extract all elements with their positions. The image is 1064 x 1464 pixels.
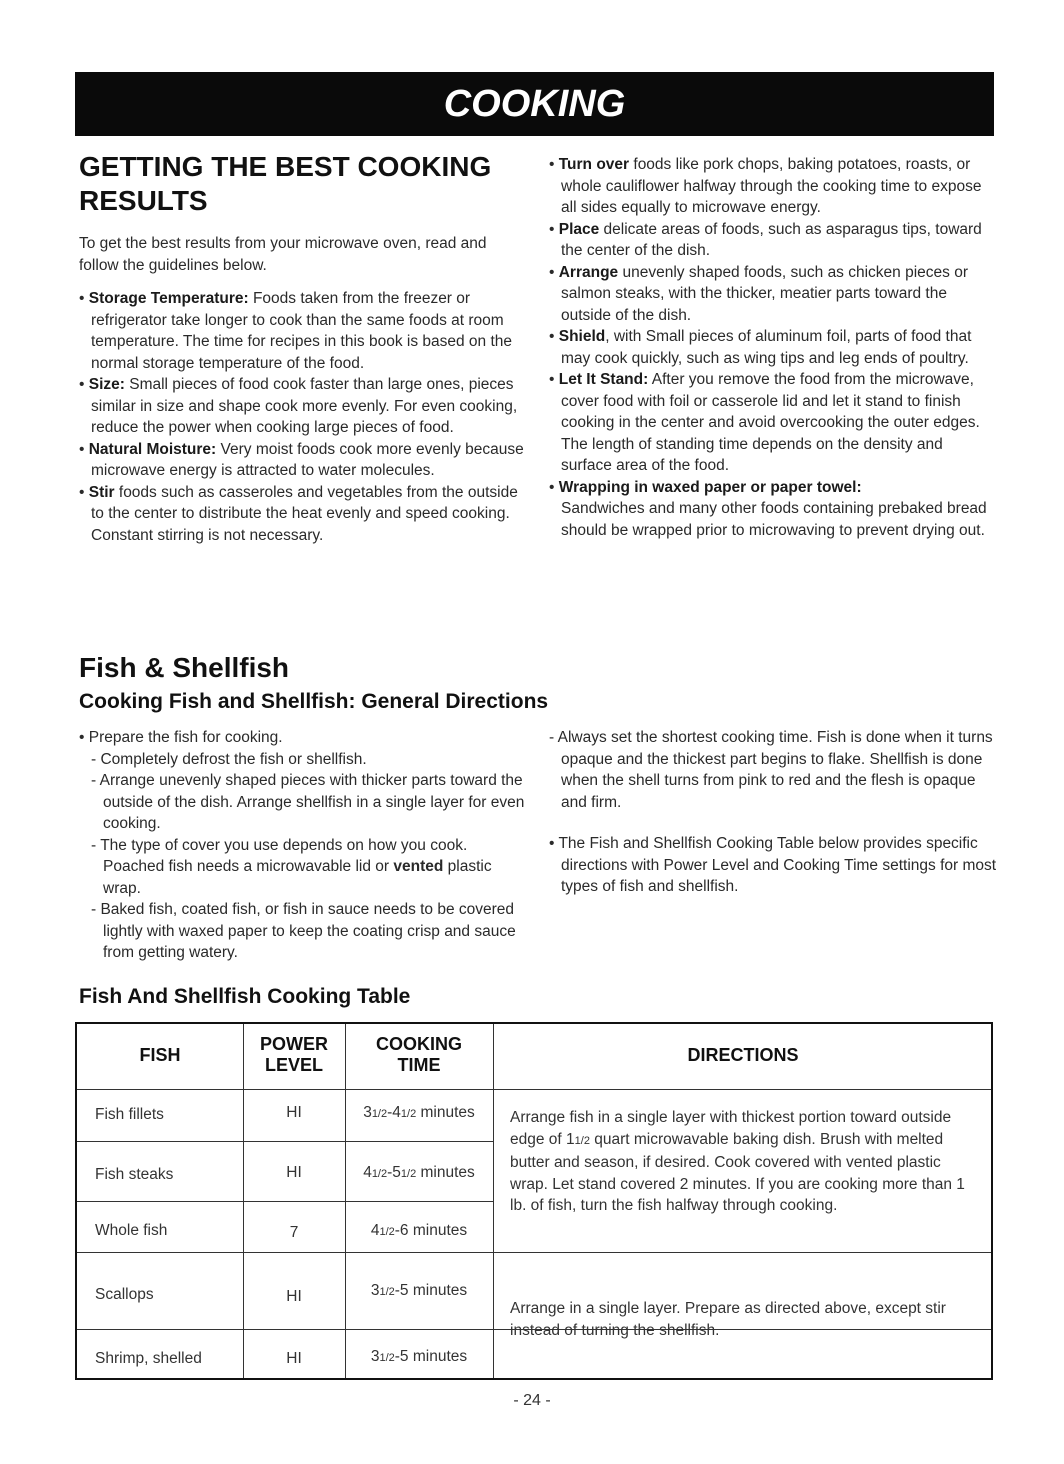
defrost-item: - Completely defrost the fish or shellfish. bbox=[91, 750, 367, 768]
fish-directions-cell: Arrange fish in a single layer with thickest portion toward outside edge of 11/2 quart microwavable baking dish. Brush with melted butter and season, if desired. Cook covered with vented plastic wrap. Let stand covered 2 minutes. If you are cooking more than 1 lb. of fish, turn the fish halfway through cooking. bbox=[510, 1109, 965, 1214]
fish-name-cell: Shrimp, shelled bbox=[95, 1350, 202, 1367]
shellfish-directions-cell: Arrange in a single layer. Prepare as directed above, except stir instead of turning the shellfish. bbox=[510, 1300, 946, 1339]
fish-directions-right bbox=[549, 727, 999, 898]
bullet-place: • Place delicate areas of foods, such as asparagus tips, toward the center of the dish. bbox=[549, 220, 982, 259]
bullet-turn-over: • Turn over foods like pork chops, baking potatoes, roasts, or whole cauliflower halfway through the cooking time to expose all sides equally to microwave energy. bbox=[549, 156, 982, 216]
best-results-right-column bbox=[549, 154, 997, 541]
banner-title: COOKING bbox=[443, 82, 626, 125]
best-results-left-column bbox=[79, 288, 524, 546]
prepare-item: • Prepare the fish for cooking. bbox=[79, 729, 283, 746]
bullet-let-it-stand: • Let It Stand: After you remove the food from the microwave, cover food with foil or casserole lid and let it stand to finish cooking in the center and avoid overcooking the outer edges. The length of standing time depends on the density and surface area of the food. bbox=[549, 371, 980, 474]
power-level-cell: HI bbox=[286, 1350, 302, 1367]
cover-item: - The type of cover you use depends on how you cook. Poached fish needs a microwavable lid or vented plastic wrap. bbox=[91, 836, 492, 897]
power-level-cell: HI bbox=[286, 1288, 302, 1305]
header-fish: FISH bbox=[139, 1045, 181, 1065]
fish-directions-left bbox=[79, 727, 529, 964]
cooking-time-cell: 41/2-51/2 minutes bbox=[363, 1164, 475, 1181]
cooking-time-cell: 31/2-41/2 minutes bbox=[363, 1104, 475, 1121]
fish-name-cell: Fish fillets bbox=[95, 1106, 164, 1123]
baked-fish-item: - Baked fish, coated fish, or fish in sauce needs to be covered lightly with waxed paper to keep the coating crisp and sauce from getting watery. bbox=[91, 901, 516, 961]
fish-name-cell: Scallops bbox=[95, 1286, 154, 1303]
power-level-cell: HI bbox=[286, 1164, 302, 1181]
cooking-table-heading: Fish And Shellfish Cooking Table bbox=[79, 985, 411, 1008]
bullet-natural-moisture: • Natural Moisture: Very moist foods cook more evenly because microwave energy is attracted to water molecules. bbox=[79, 440, 524, 479]
table-note-item: • The Fish and Shellfish Cooking Table below provides specific directions with Power Level and Cooking Time settings for most types of fish and shellfish. bbox=[549, 835, 997, 895]
shortest-time-item: - Always set the shortest cooking time. Fish is done when it turns opaque and the thickest part begins to flake. Shellfish is done when the shell turns from pink to red and the flesh is opaque and firm. bbox=[549, 729, 993, 811]
cooking-time-cell: 31/2-5 minutes bbox=[370, 1348, 468, 1365]
fish-name-cell: Fish steaks bbox=[95, 1166, 174, 1183]
bullet-shield: • Shield, with Small pieces of aluminum foil, parts of food that may cook quickly, such as wing tips and leg ends of poultry. bbox=[549, 328, 972, 367]
power-level-cell: 7 bbox=[289, 1224, 299, 1241]
cooking-time-cell: 31/2-5 minutes bbox=[370, 1282, 468, 1299]
general-directions-heading: Cooking Fish and Shellfish: General Directions bbox=[79, 690, 549, 713]
bullet-wrapping: • Wrapping in waxed paper or paper towel: Sandwiches and many other foods containing prebaked bread should be wrapped prior to microwaving to prevent drying out. bbox=[549, 478, 987, 539]
header-power-level: POWER LEVEL bbox=[259, 1034, 328, 1075]
power-level-cell: HI bbox=[286, 1104, 302, 1121]
best-results-intro: To get the best results from your microwave oven, read and follow the guidelines below. bbox=[79, 235, 487, 274]
bullet-storage-temperature: • Storage Temperature: Foods taken from the freezer or refrigerator take longer to cook than the same foods at room temperature. The time for recipes in this book is based on the normal storage temperature of the food. bbox=[79, 290, 513, 372]
fish-cooking-table bbox=[75, 1022, 993, 1380]
arrange-pieces-item: - Arrange unevenly shaped pieces with thicker parts toward the outside of the dish. Arrange shellfish in a single layer for even cooking. bbox=[91, 772, 525, 832]
page-number: - 24 - bbox=[513, 1392, 551, 1409]
section-banner bbox=[75, 72, 994, 136]
header-cooking-time: COOKING TIME bbox=[375, 1034, 462, 1075]
bullet-stir: • Stir foods such as casseroles and vegetables from the outside to the center to distribute the heat evenly and speed cooking. Constant stirring is not necessary. bbox=[79, 483, 518, 544]
fish-name-cell: Whole fish bbox=[95, 1222, 168, 1239]
best-results-heading: GETTING THE BEST COOKING RESULTS bbox=[79, 151, 492, 216]
bullet-size: • Size: Small pieces of food cook faster than large ones, pieces similar in size and shape cook more evenly. For even cooking, reduce the power when cooking large pieces of food. bbox=[79, 376, 518, 436]
bullet-arrange: • Arrange unevenly shaped foods, such as chicken pieces or salmon steaks, with the thicker, meatier parts toward the outside of the dish. bbox=[549, 263, 968, 324]
cooking-time-cell: 41/2-6 minutes bbox=[370, 1222, 468, 1239]
fish-shellfish-heading: Fish & Shellfish bbox=[79, 652, 290, 683]
header-directions: DIRECTIONS bbox=[687, 1045, 799, 1065]
